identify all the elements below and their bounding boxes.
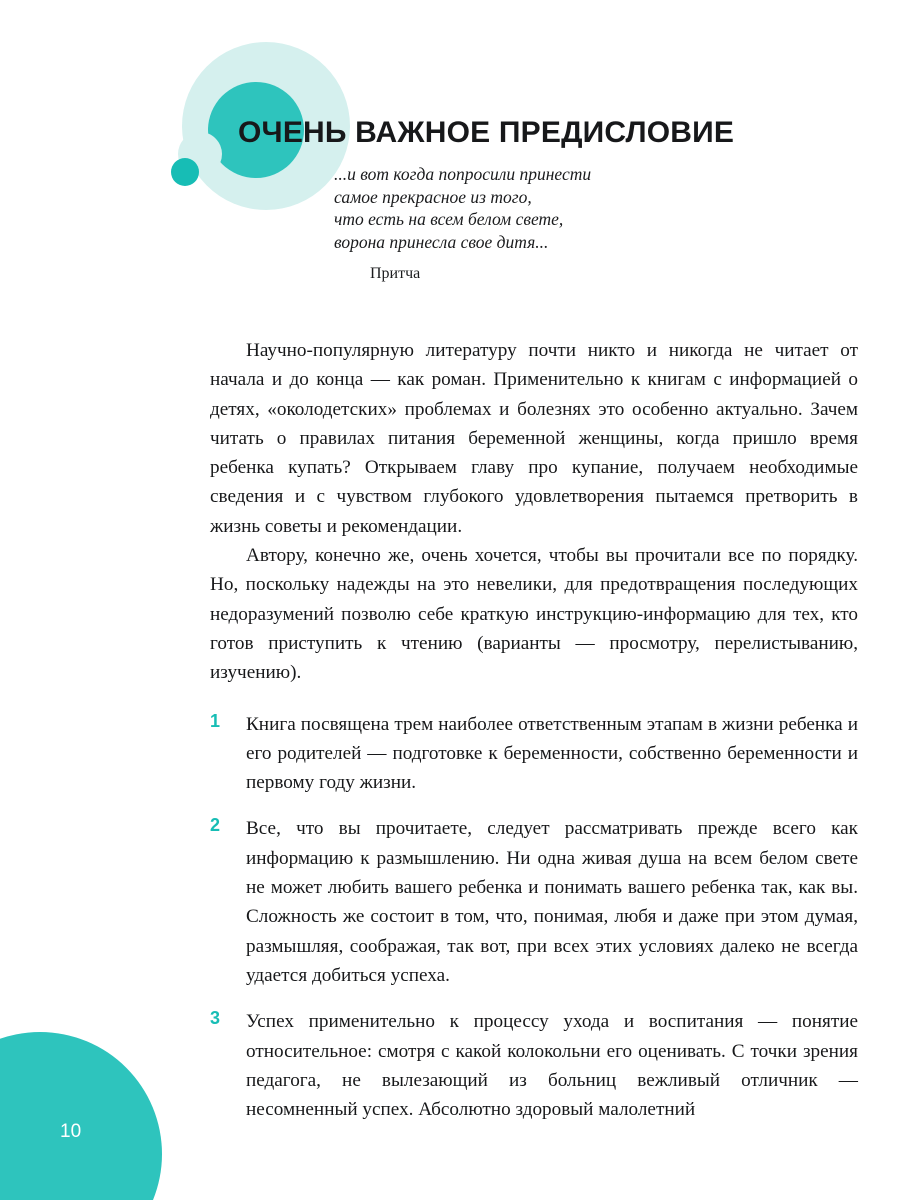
list-item-number: 1 <box>210 710 221 731</box>
list-item-text: Все, что вы прочитаете, следует рассматривать прежде всего как информацию к размышлению. Ни одна живая душа на всем белом свете не может любить вашего ребенка и понимать вашего ребенка так, как вы. Сложность же состоит в том, что, понимая, любя и даже при этом думая, размышляя, соображая, так вот, при всех этих условиях далеко не всегда удается добиться успеха. <box>246 818 858 986</box>
body-text <box>210 336 858 1124</box>
epigraph-source: Притча <box>370 265 421 282</box>
decorative-circle-teal-small <box>171 158 199 186</box>
epigraph-line: что есть на всем белом свете, <box>334 209 564 229</box>
paragraph: Автору, конечно же, очень хочется, чтобы вы прочитали все по порядку. Но, поскольку надежды на это невелики, для предотвращения последующих недоразумений позволю себе краткую инструкцию-информацию для тех, кто готов приступить к чтению (варианты — просмотру, перелистыванию, изучению). <box>210 545 858 684</box>
list-item-text: Книга посвящена трем наиболее ответственным этапам в жизни ребенка и его родителей — подготовке к беременности, собственно беременности и первому году жизни. <box>246 713 858 794</box>
list-item <box>210 814 858 990</box>
page-number: 10 <box>60 1121 82 1142</box>
list-item-number: 2 <box>210 815 221 836</box>
page-title: ОЧЕНЬ ВАЖНОЕ ПРЕДИСЛОВИЕ <box>238 116 735 150</box>
decorative-circle-corner <box>0 1032 162 1200</box>
list-item-number: 3 <box>210 1008 221 1029</box>
epigraph-line: самое прекрасное из того, <box>334 186 532 207</box>
list-item <box>210 710 858 798</box>
numbered-list <box>210 710 858 1125</box>
epigraph-line: ...и вот когда попросили принести <box>334 164 592 184</box>
epigraph-line: ворона принесла свое дитя... <box>334 231 549 252</box>
list-item <box>210 1007 858 1124</box>
paragraph: Научно-популярную литературу почти никто и никогда не читает от начала и до конца — как роман. Применительно к книгам с информацией о детях, «околодетских» проблемах и болезнях это особенно актуально. Зачем читать о правилах питания беременной женщины, когда пришло время ребенка купать? Открываем главу про купание, получаем необходимые сведения и с чувством глубокого удовлетворения пытаемся претворить в жизнь советы и рекомендации. <box>210 340 858 537</box>
list-item-text: Успех применительно к процессу ухода и воспитания — понятие относительное: смотря с какой колокольни его оценивать. С точки зрения педагога, не вылезающий из больниц вежливый отличник — несомненный успех. Абсолютно здоровый малолетний <box>246 1011 858 1121</box>
epigraph <box>334 163 664 253</box>
